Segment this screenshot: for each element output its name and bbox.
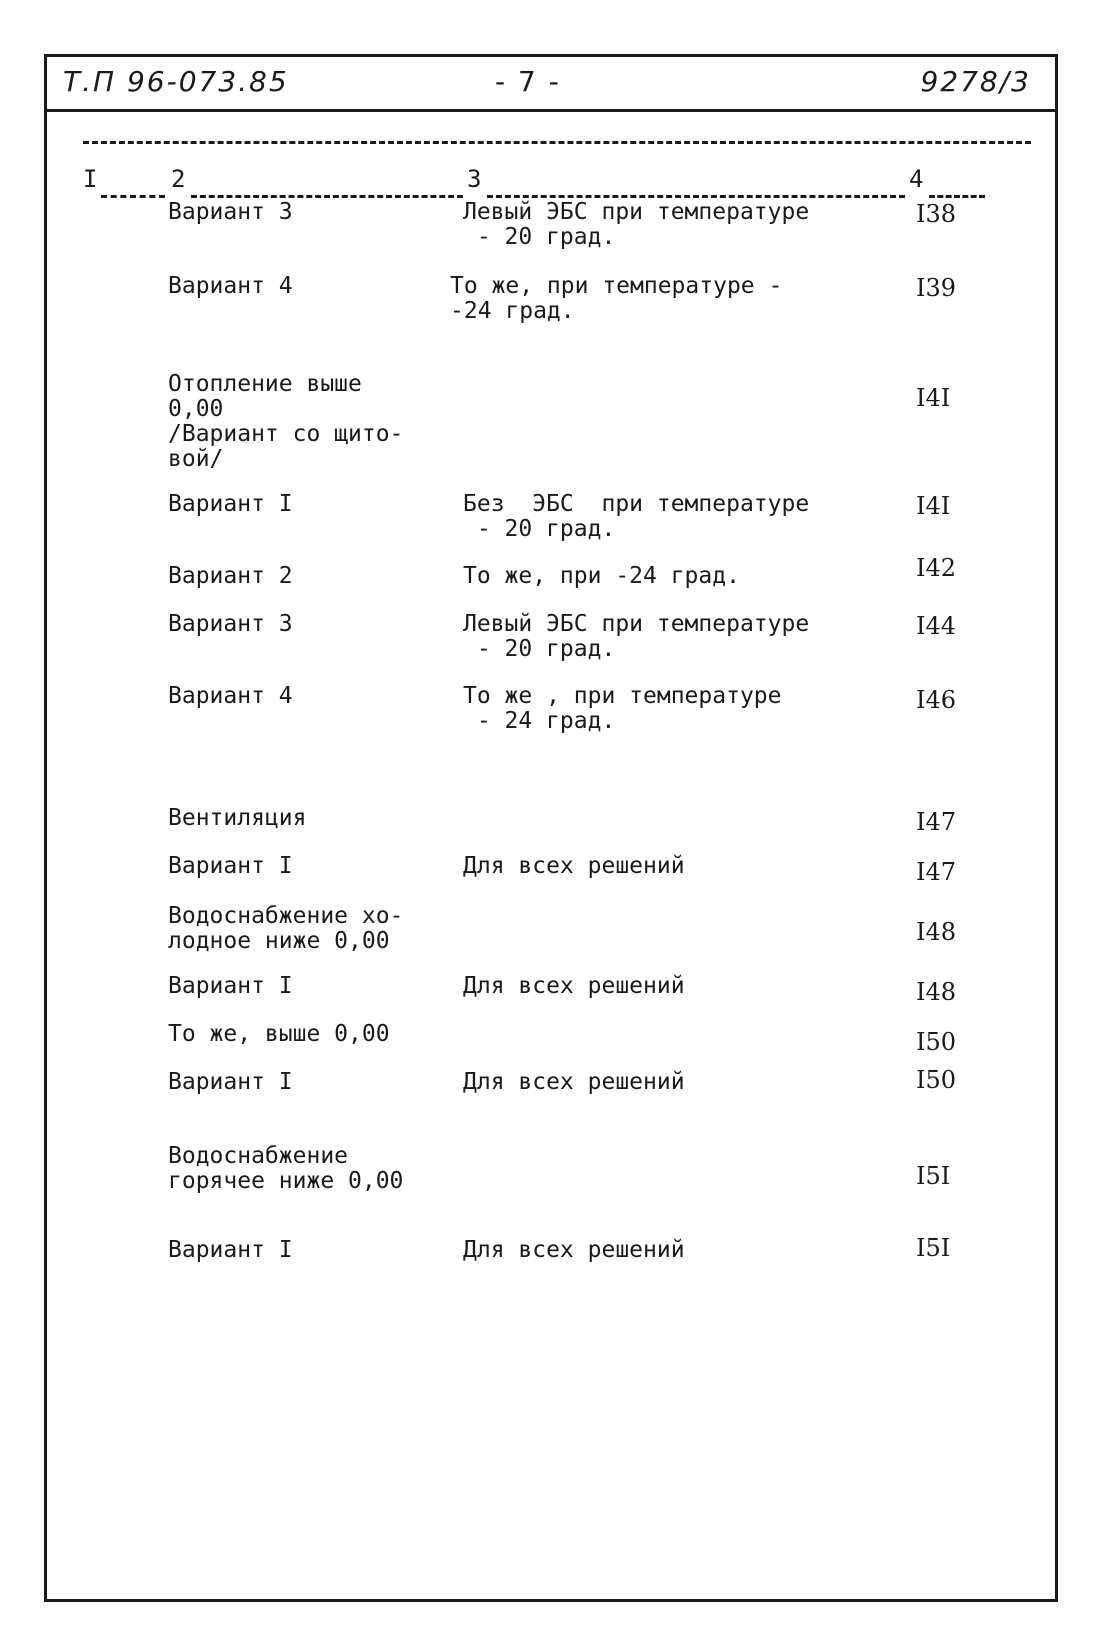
column-2-header: 2 xyxy=(171,165,186,193)
page-ref: I42 xyxy=(916,554,957,582)
row-title: Вариант I xyxy=(168,491,293,517)
column-3-header: 3 xyxy=(467,165,482,193)
page-ref: I39 xyxy=(916,274,957,302)
page-ref: I48 xyxy=(916,978,957,1006)
header-divider xyxy=(47,109,1055,112)
page-ref: I5I xyxy=(916,1234,951,1262)
row-description: Для всех решений xyxy=(463,853,685,879)
page-ref: I47 xyxy=(916,858,957,886)
row-description: Для всех решений xyxy=(463,1069,685,1095)
row-title: То же, выше 0,00 xyxy=(168,1021,390,1047)
row-description: Для всех решений xyxy=(463,973,685,999)
page-ref: I5I xyxy=(916,1162,951,1190)
row-description: Левый ЭБС при температуре - 20 град. xyxy=(463,611,810,662)
row-description: Левый ЭБС при температуре - 20 град. xyxy=(463,199,810,250)
row-title: Водоснабжение хо- лодное ниже 0,00 xyxy=(168,903,404,954)
sheet-number: 9278/3 xyxy=(920,65,1031,98)
row-title: Вариант 3 xyxy=(168,199,293,225)
page-ref: I4I xyxy=(916,492,951,520)
column-dash xyxy=(191,195,463,198)
column-dash xyxy=(929,195,985,198)
page-ref: I48 xyxy=(916,918,957,946)
row-title: Вариант I xyxy=(168,853,293,879)
row-description: Для всех решений xyxy=(463,1237,685,1263)
page-ref: I44 xyxy=(916,612,957,640)
column-1-header: I xyxy=(83,165,98,193)
row-title: Водоснабжение горячее ниже 0,00 xyxy=(168,1143,404,1194)
page-ref: I50 xyxy=(916,1066,957,1094)
row-description: То же, при -24 град. xyxy=(463,563,740,589)
column-dash xyxy=(487,195,905,198)
dashed-divider xyxy=(83,141,1031,144)
row-description: То же , при температуре - 24 град. xyxy=(463,683,782,734)
document-code: Т.П 96-073.85 xyxy=(63,65,289,98)
page-ref: I46 xyxy=(916,686,957,714)
row-description: То же, при температуре - -24 град. xyxy=(450,273,783,324)
row-title: Вентиляция xyxy=(168,805,307,831)
row-title: Вариант I xyxy=(168,1069,293,1095)
row-title: Отопление выше 0,00 /Вариант со щито- вой/ xyxy=(168,371,404,472)
page-ref: I4I xyxy=(916,384,951,412)
column-4-header: 4 xyxy=(909,165,924,193)
row-title: Вариант 4 xyxy=(168,273,293,299)
row-description: Без ЭБС при температуре - 20 град. xyxy=(463,491,810,542)
row-title: Вариант 3 xyxy=(168,611,293,637)
row-title: Вариант 4 xyxy=(168,683,293,709)
row-title: Вариант I xyxy=(168,973,293,999)
row-title: Вариант I xyxy=(168,1237,293,1263)
page-number: - 7 - xyxy=(495,65,561,98)
row-title: Вариант 2 xyxy=(168,563,293,589)
page-ref: I38 xyxy=(916,200,957,228)
page-ref: I47 xyxy=(916,808,957,836)
column-dash xyxy=(101,195,165,198)
page-ref: I50 xyxy=(916,1028,957,1056)
